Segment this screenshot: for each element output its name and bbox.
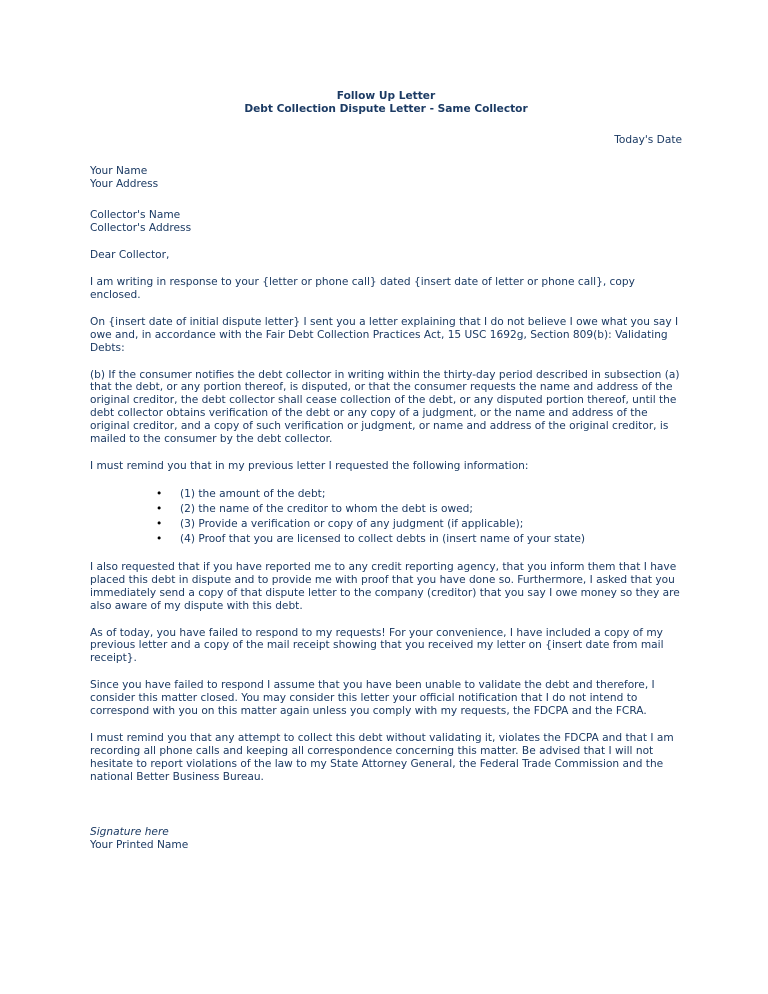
recipient-address: Collector's Address <box>90 222 192 234</box>
bullet-icon: • <box>156 502 163 515</box>
letter-header <box>90 90 682 116</box>
sender-name: Your Name <box>90 165 148 177</box>
recipient-name: Collector's Name <box>90 209 181 221</box>
letter-page <box>90 90 682 852</box>
bullet-icon: • <box>156 487 163 500</box>
letter-subtitle: Debt Collection Dispute Letter - Same Collector <box>244 103 528 115</box>
sender-address: Your Address <box>90 178 159 190</box>
bullet-icon: • <box>156 532 163 545</box>
requests-list <box>90 487 682 547</box>
paragraph-response: I am writing in response to your {letter or phone call} dated {insert date of letter or phone call}, copy enclosed. <box>90 276 635 301</box>
printed-name: Your Printed Name <box>90 838 189 851</box>
paragraph-initial-dispute: On {insert date of initial dispute letter} I sent you a letter explaining that I do not believe I owe what you say I owe and, in accordance with the Fair Debt Collection Practices Act, 15 USC 1692g, Section 809(b): Validating Debts: <box>90 315 679 354</box>
paragraph-previous-requests: I must remind you that in my previous letter I requested the following information: <box>90 459 529 472</box>
list-item: • (3) Provide a verification or copy of any judgment (if applicable); <box>156 517 524 530</box>
list-item: • (4) Proof that you are licensed to collect debts in (insert name of your state) <box>156 532 585 545</box>
list-item: • (1) the amount of the debt; <box>156 487 326 500</box>
letter-title: Follow Up Letter <box>336 90 436 102</box>
signature: Signature here <box>90 825 169 838</box>
paragraph-credit-reporting: I also requested that if you have reported me to any credit reporting agency, that you inform them that I have placed this debt in dispute and to provide me with proof that you have done so. Furthermore, I asked that you immediately send a copy of that dispute letter to the company (creditor) that you say I owe money so they are also aware of my dispute with this debt. <box>90 560 680 612</box>
list-item: • (2) the name of the creditor to whom the debt is owed; <box>156 502 473 515</box>
greeting: Dear Collector, <box>90 249 170 261</box>
recipient-block <box>90 209 682 235</box>
paragraph-failed-to-respond: As of today, you have failed to respond to my requests! For your convenience, I have included a copy of my previous letter and a copy of the mail receipt showing that you received my letter on {insert date from mail receipt}. <box>90 626 664 665</box>
letter-date: Today's Date <box>614 134 682 146</box>
paragraph-warning: I must remind you that any attempt to collect this debt without validating it, violates the FDCPA and that I am recording all phone calls and keeping all correspondence concerning this matter. Be advised that I will not hesitate to report violations of the law to my State Attorney General, the Federal Trade Commission and the national Better Business Bureau. <box>90 731 674 783</box>
bullet-icon: • <box>156 517 163 530</box>
paragraph-statute-quote: (b) If the consumer notifies the debt collector in writing within the thirty-day period described in subsection (a) that the debt, or any portion thereof, is disputed, or that the consumer requests the name and address of the original creditor, the debt collector shall cease collection of the debt, or any disputed portion thereof, until the debt collector obtains verification of the debt or any copy of a judgment, or the name and address of the original creditor, and a copy of such verification or judgment, or name and address of the original creditor, is mailed to the consumer by the debt collector. <box>90 368 680 446</box>
sender-block <box>90 165 682 191</box>
paragraph-matter-closed: Since you have failed to respond I assume that you have been unable to validate the debt and therefore, I consider this matter closed. You may consider this letter your official notification that I do not intend to correspond with you on this matter again unless you comply with my requests, the FDCPA and the FCRA. <box>90 679 655 718</box>
